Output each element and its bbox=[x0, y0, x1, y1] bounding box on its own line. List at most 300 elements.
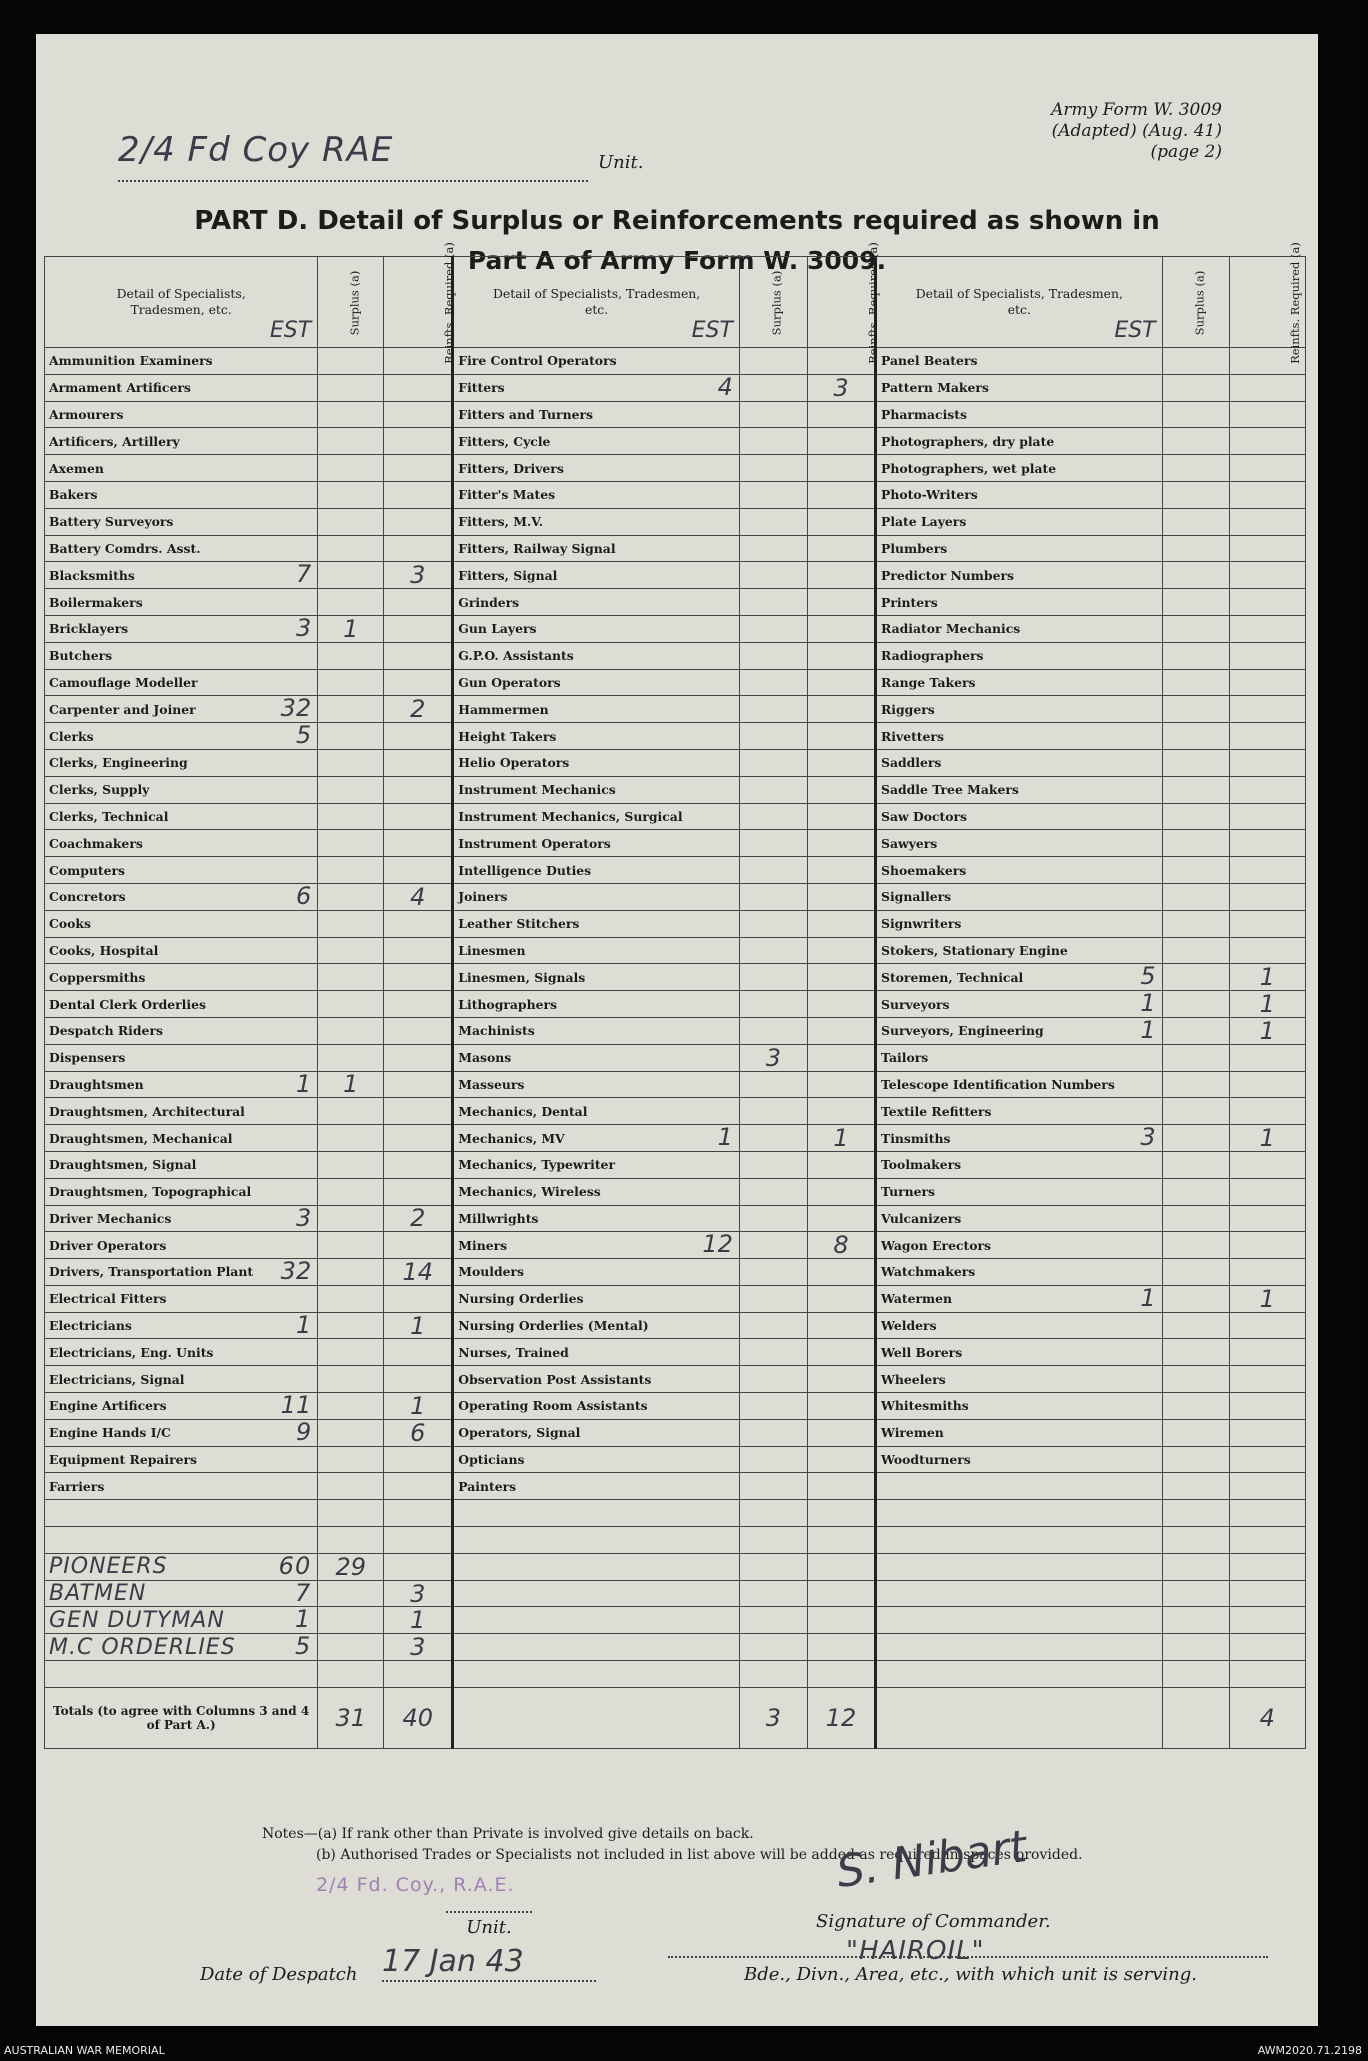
table-row bbox=[45, 1473, 1306, 1500]
specialist-name: Electricians bbox=[49, 1318, 132, 1334]
specialist-cell bbox=[876, 803, 1163, 830]
specialist-name: Draughtsmen bbox=[49, 1076, 144, 1092]
surplus-cell bbox=[1162, 749, 1229, 776]
specialist-cell bbox=[45, 1580, 318, 1607]
reinfts-cell bbox=[1229, 803, 1305, 830]
specialist-name: Joiners bbox=[458, 889, 508, 905]
reinfts-cell bbox=[1229, 1044, 1305, 1071]
specialist-cell bbox=[453, 1125, 740, 1152]
reinfts-cell bbox=[807, 615, 875, 642]
specialist-cell bbox=[876, 910, 1163, 937]
table-row bbox=[45, 883, 1306, 910]
surplus-cell bbox=[1162, 669, 1229, 696]
blank-cell bbox=[876, 1687, 1163, 1748]
specialist-name: Nursing Orderlies (Mental) bbox=[458, 1318, 649, 1334]
specialist-name: Photo-Writers bbox=[881, 487, 978, 503]
table-row bbox=[45, 749, 1306, 776]
specialist-name: Toolmakers bbox=[881, 1157, 962, 1173]
reinfts-cell bbox=[1229, 1339, 1305, 1366]
blank-cell bbox=[1162, 1553, 1229, 1580]
surplus-cell bbox=[739, 1178, 807, 1205]
blank-cell bbox=[739, 1580, 807, 1607]
est-value: 5 bbox=[1140, 962, 1156, 991]
specialist-name: Textile Refitters bbox=[881, 1103, 992, 1119]
surplus-cell bbox=[739, 1232, 807, 1259]
specialist-name: Leather Stitchers bbox=[458, 916, 580, 932]
specialist-name: Armament Artificers bbox=[49, 380, 191, 396]
specialist-name: Watchmakers bbox=[881, 1264, 976, 1280]
reinfts-cell bbox=[1229, 615, 1305, 642]
surplus-cell bbox=[1162, 455, 1229, 482]
reinfts-cell bbox=[1229, 1178, 1305, 1205]
est-value: 11 bbox=[280, 1391, 312, 1420]
specialists-table bbox=[44, 241, 1306, 1749]
specialist-cell bbox=[45, 615, 318, 642]
table-row bbox=[45, 1446, 1306, 1473]
reinfts-cell bbox=[384, 1446, 453, 1473]
reinfts-cell bbox=[384, 642, 453, 669]
specialist-cell bbox=[45, 1419, 318, 1446]
specialist-name: Millwrights bbox=[458, 1210, 539, 1226]
specialist-name: Concretors bbox=[49, 889, 126, 905]
unit-handwritten: 2/4 Fd Coy RAE bbox=[118, 130, 394, 170]
specialist-cell bbox=[453, 1446, 740, 1473]
specialist-cell bbox=[876, 1071, 1163, 1098]
surplus-cell bbox=[318, 1259, 384, 1286]
reinfts-cell bbox=[384, 857, 453, 884]
surplus-cell bbox=[1162, 830, 1229, 857]
reinfts-cell bbox=[384, 1473, 453, 1500]
est-value: 3 bbox=[295, 1203, 312, 1232]
reinfts-cell bbox=[1229, 1232, 1305, 1259]
table-row bbox=[45, 991, 1306, 1018]
specialist-name: Instrument Mechanics bbox=[458, 782, 616, 798]
surplus-cell bbox=[739, 910, 807, 937]
header-surplus-label: Surplus (a) bbox=[769, 270, 784, 335]
specialist-cell bbox=[876, 562, 1163, 589]
specialist-cell bbox=[45, 723, 318, 750]
reinfts-value: 1 bbox=[410, 1391, 426, 1420]
specialist-name: Well Borers bbox=[881, 1344, 963, 1360]
form-reference-line: Army Form W. 3009 bbox=[1051, 100, 1222, 120]
specialist-name: Hammermen bbox=[458, 701, 549, 717]
specialist-name: Shoemakers bbox=[881, 862, 967, 878]
specialist-name: Cooks bbox=[49, 916, 91, 932]
specialist-name: PIONEERS bbox=[49, 1554, 168, 1580]
reinfts-cell bbox=[384, 883, 453, 910]
specialist-cell bbox=[876, 1312, 1163, 1339]
specialist-name: Mechanics, MV bbox=[458, 1130, 565, 1146]
blank-cell bbox=[807, 1527, 875, 1554]
specialist-cell bbox=[876, 830, 1163, 857]
specialist-name: Painters bbox=[458, 1478, 517, 1494]
reinfts-cell bbox=[1229, 1419, 1305, 1446]
reinfts-cell bbox=[1229, 374, 1305, 401]
surplus-cell bbox=[1162, 589, 1229, 616]
specialist-name: Drivers, Transportation Plant bbox=[49, 1264, 254, 1280]
specialist-name: Telescope Identification Numbers bbox=[881, 1076, 1115, 1092]
reinfts-value: 8 bbox=[833, 1231, 849, 1260]
specialist-name: Electricians, Eng. Units bbox=[49, 1344, 214, 1360]
reinfts-cell bbox=[1229, 1393, 1305, 1420]
reinfts-cell bbox=[384, 776, 453, 803]
header-reinfts-label: Reinfts. Required (a) bbox=[865, 241, 880, 364]
reinfts-cell bbox=[384, 1366, 453, 1393]
reinfts-value: 1 bbox=[1259, 1284, 1275, 1313]
specialist-name: Butchers bbox=[49, 648, 113, 664]
specialist-cell bbox=[876, 455, 1163, 482]
surplus-cell bbox=[318, 1339, 384, 1366]
date-handwritten: 17 Jan 43 bbox=[382, 1944, 524, 1979]
specialist-cell bbox=[45, 964, 318, 991]
specialist-cell bbox=[453, 1098, 740, 1125]
specialist-cell bbox=[453, 1366, 740, 1393]
surplus-cell bbox=[318, 615, 384, 642]
specialist-name: Plumbers bbox=[881, 540, 948, 556]
blank-cell bbox=[1162, 1661, 1229, 1688]
reinfts-cell bbox=[807, 1232, 875, 1259]
specialist-cell bbox=[876, 1044, 1163, 1071]
reinfts-cell bbox=[384, 991, 453, 1018]
table-row bbox=[45, 348, 1306, 375]
surplus-cell bbox=[318, 1285, 384, 1312]
table-row bbox=[45, 1098, 1306, 1125]
specialist-cell bbox=[453, 615, 740, 642]
specialist-name: Sawyers bbox=[881, 835, 938, 851]
reinfts-cell bbox=[1229, 1312, 1305, 1339]
specialist-name: Operating Room Assistants bbox=[458, 1398, 648, 1414]
reinfts-cell bbox=[384, 508, 453, 535]
table-row bbox=[45, 910, 1306, 937]
blank-cell bbox=[1229, 1634, 1305, 1661]
surplus-cell bbox=[318, 964, 384, 991]
reinfts-cell bbox=[384, 1125, 453, 1152]
table-row bbox=[45, 669, 1306, 696]
blank-cell bbox=[876, 1527, 1163, 1554]
reinfts-cell bbox=[807, 991, 875, 1018]
specialist-cell bbox=[876, 937, 1163, 964]
blank-cell bbox=[807, 1661, 875, 1688]
specialist-name: Photographers, dry plate bbox=[881, 433, 1055, 449]
table-row bbox=[45, 696, 1306, 723]
header-surplus bbox=[739, 257, 807, 348]
reinfts-cell bbox=[807, 455, 875, 482]
surplus-cell bbox=[1162, 1125, 1229, 1152]
footer-right: AWM2020.71.2198 bbox=[1257, 2044, 1362, 2057]
totals-surplus: 3 bbox=[765, 1703, 782, 1732]
header-detail-label: Detail of Specialists, Tradesmen, etc. bbox=[116, 286, 246, 317]
reinfts-cell bbox=[384, 535, 453, 562]
page-title: PART D. Detail of Surplus or Reinforcements required as shown in bbox=[194, 206, 1160, 236]
header-est-handwritten: EST bbox=[269, 318, 312, 343]
surplus-cell bbox=[1162, 1339, 1229, 1366]
surplus-cell bbox=[318, 401, 384, 428]
est-value: 12 bbox=[702, 1230, 733, 1259]
surplus-cell bbox=[1162, 374, 1229, 401]
specialist-name: Surveyors bbox=[881, 996, 950, 1012]
extra-row bbox=[45, 1553, 1306, 1580]
specialist-cell bbox=[453, 723, 740, 750]
blank-cell bbox=[1162, 1500, 1229, 1527]
unit-stamp: 2/4 Fd. Coy., R.A.E. bbox=[316, 1874, 515, 1896]
specialist-cell bbox=[45, 1393, 318, 1420]
reinfts-cell bbox=[1229, 1285, 1305, 1312]
note-a: Notes—(a) If rank other than Private is involved give details on back. bbox=[262, 1826, 754, 1842]
surplus-cell bbox=[318, 696, 384, 723]
specialist-cell bbox=[45, 1312, 318, 1339]
specialist-cell bbox=[45, 1125, 318, 1152]
table-row bbox=[45, 830, 1306, 857]
surplus-cell bbox=[318, 1500, 384, 1527]
table-row bbox=[45, 535, 1306, 562]
surplus-cell bbox=[1162, 803, 1229, 830]
specialist-name: Observation Post Assistants bbox=[458, 1371, 652, 1387]
reinfts-cell bbox=[807, 723, 875, 750]
specialist-name: Storemen, Technical bbox=[881, 969, 1024, 985]
reinfts-cell bbox=[1229, 481, 1305, 508]
surplus-cell bbox=[739, 1419, 807, 1446]
specialist-name: Carpenter and Joiner bbox=[49, 701, 196, 717]
reinfts-cell bbox=[1229, 642, 1305, 669]
specialist-name: Nurses, Trained bbox=[458, 1344, 569, 1360]
blank-cell bbox=[453, 1607, 740, 1634]
surplus-cell bbox=[1162, 910, 1229, 937]
specialist-name: Pharmacists bbox=[881, 406, 967, 422]
surplus-cell bbox=[318, 830, 384, 857]
reinfts-cell bbox=[807, 1044, 875, 1071]
surplus-cell bbox=[318, 1527, 384, 1554]
reinfts-cell bbox=[384, 830, 453, 857]
specialist-name: Dental Clerk Orderlies bbox=[49, 996, 206, 1012]
reinfts-cell bbox=[807, 1366, 875, 1393]
specialist-name: GEN DUTYMAN bbox=[49, 1607, 225, 1633]
specialist-name: Photographers, wet plate bbox=[881, 460, 1057, 476]
surplus-cell bbox=[318, 562, 384, 589]
specialist-name: Fitters bbox=[458, 380, 505, 396]
table-row bbox=[45, 642, 1306, 669]
specialist-cell bbox=[45, 669, 318, 696]
blank-cell bbox=[1229, 1553, 1305, 1580]
extra-row bbox=[45, 1634, 1306, 1661]
reinfts-cell bbox=[384, 1634, 453, 1661]
specialist-name: Clerks, Supply bbox=[49, 782, 150, 798]
specialist-cell bbox=[45, 883, 318, 910]
reinfts-value: 1 bbox=[833, 1124, 849, 1152]
blank-cell bbox=[807, 1500, 875, 1527]
surplus-cell bbox=[1162, 1071, 1229, 1098]
specialist-name: Equipment Repairers bbox=[49, 1452, 198, 1468]
reinfts-cell bbox=[1229, 562, 1305, 589]
surplus-cell bbox=[318, 1071, 384, 1098]
reinfts-cell bbox=[807, 964, 875, 991]
est-value: 5 bbox=[294, 1632, 312, 1661]
reinfts-cell bbox=[807, 696, 875, 723]
commander-signature: S. Nibart bbox=[833, 1820, 1030, 1899]
specialist-name: Fitters, Signal bbox=[458, 567, 558, 583]
totals-reinfts: 4 bbox=[1259, 1703, 1275, 1732]
specialist-name: Fire Control Operators bbox=[458, 353, 617, 369]
surplus-cell bbox=[739, 1151, 807, 1178]
est-value: 5 bbox=[295, 721, 312, 750]
specialist-cell bbox=[453, 1285, 740, 1312]
header-surplus-label: Surplus (a) bbox=[1191, 270, 1206, 335]
blank-cell bbox=[453, 1580, 740, 1607]
blank-cell bbox=[739, 1500, 807, 1527]
est-value: 9 bbox=[295, 1417, 312, 1446]
reinfts-cell bbox=[384, 481, 453, 508]
surplus-cell bbox=[318, 1473, 384, 1500]
unit-field bbox=[118, 130, 588, 182]
surplus-cell bbox=[318, 428, 384, 455]
reinfts-cell bbox=[384, 615, 453, 642]
surplus-cell bbox=[318, 1634, 384, 1661]
specialist-cell bbox=[45, 1446, 318, 1473]
surplus-cell bbox=[1162, 937, 1229, 964]
specialist-cell bbox=[453, 910, 740, 937]
est-value: 1 bbox=[1140, 1015, 1156, 1044]
reinfts-cell bbox=[1229, 910, 1305, 937]
reinfts-cell bbox=[1229, 776, 1305, 803]
totals-row bbox=[45, 1687, 1306, 1748]
specialist-cell bbox=[453, 374, 740, 401]
surplus-cell bbox=[739, 749, 807, 776]
header-surplus-label: Surplus (a) bbox=[347, 270, 362, 335]
date-label: Date of Despatch bbox=[200, 1964, 358, 1985]
reinfts-cell bbox=[384, 964, 453, 991]
surplus-cell bbox=[318, 1017, 384, 1044]
specialist-name: Riggers bbox=[881, 701, 935, 717]
surplus-value: 1 bbox=[343, 1070, 359, 1099]
reinfts-cell bbox=[807, 1259, 875, 1286]
specialist-name: Masons bbox=[458, 1050, 512, 1066]
reinfts-cell bbox=[384, 1232, 453, 1259]
reinfts-cell bbox=[384, 562, 453, 589]
surplus-cell bbox=[318, 374, 384, 401]
reinfts-value: 1 bbox=[410, 1311, 426, 1340]
surplus-cell bbox=[739, 589, 807, 616]
surplus-cell bbox=[739, 696, 807, 723]
header-surplus bbox=[1162, 257, 1229, 348]
surplus-cell bbox=[1162, 1473, 1229, 1500]
specialist-cell bbox=[876, 642, 1163, 669]
table-header-row bbox=[45, 257, 1306, 348]
reinfts-cell bbox=[807, 1205, 875, 1232]
reinfts-cell bbox=[384, 1285, 453, 1312]
specialist-name: Mechanics, Dental bbox=[458, 1103, 588, 1119]
surplus-cell bbox=[739, 1259, 807, 1286]
specialist-cell bbox=[876, 348, 1163, 375]
specialist-name: Welders bbox=[881, 1318, 937, 1334]
reinfts-cell bbox=[384, 1339, 453, 1366]
surplus-cell bbox=[739, 1125, 807, 1152]
specialist-cell bbox=[876, 991, 1163, 1018]
header-reinfts bbox=[384, 241, 457, 364]
reinfts-cell bbox=[384, 669, 453, 696]
reinfts-cell bbox=[384, 723, 453, 750]
specialist-cell bbox=[876, 1446, 1163, 1473]
reinfts-cell bbox=[807, 1017, 875, 1044]
specialist-name: Signwriters bbox=[881, 916, 962, 932]
surplus-cell bbox=[1162, 1017, 1229, 1044]
reinfts-cell bbox=[1229, 1366, 1305, 1393]
reinfts-cell bbox=[1229, 723, 1305, 750]
reinfts-cell bbox=[384, 910, 453, 937]
specialist-name: Whitesmiths bbox=[881, 1398, 969, 1414]
est-value: 60 bbox=[278, 1551, 312, 1580]
surplus-cell bbox=[739, 481, 807, 508]
reinfts-cell bbox=[1229, 964, 1305, 991]
specialist-cell bbox=[45, 1178, 318, 1205]
specialist-cell bbox=[876, 535, 1163, 562]
surplus-cell bbox=[318, 481, 384, 508]
specialist-name: Moulders bbox=[458, 1264, 525, 1280]
specialist-cell bbox=[45, 401, 318, 428]
specialist-cell bbox=[876, 1205, 1163, 1232]
specialist-name: Fitters, Drivers bbox=[458, 460, 564, 476]
specialist-cell bbox=[876, 669, 1163, 696]
reinfts-cell bbox=[384, 1500, 453, 1527]
reinfts-value: 1 bbox=[1259, 963, 1275, 992]
reinfts-value: 14 bbox=[402, 1257, 434, 1286]
specialist-cell bbox=[876, 1393, 1163, 1420]
surplus-cell bbox=[318, 910, 384, 937]
est-value: 7 bbox=[295, 560, 312, 589]
table-row bbox=[45, 1017, 1306, 1044]
surplus-cell bbox=[318, 1419, 384, 1446]
reinfts-cell bbox=[807, 1178, 875, 1205]
reinfts-cell bbox=[807, 749, 875, 776]
reinfts-cell bbox=[807, 803, 875, 830]
specialist-cell bbox=[876, 615, 1163, 642]
header-detail-label: Detail of Specialists, Tradesmen, etc. bbox=[492, 286, 701, 317]
specialist-name: Blacksmiths bbox=[49, 567, 135, 583]
specialist-cell bbox=[45, 562, 318, 589]
surplus-cell bbox=[318, 749, 384, 776]
reinfts-cell bbox=[1229, 428, 1305, 455]
reinfts-cell bbox=[384, 1580, 453, 1607]
specialist-name: Fitters, Cycle bbox=[458, 433, 551, 449]
specialist-cell bbox=[453, 1205, 740, 1232]
specialist-name: Driver Operators bbox=[49, 1237, 167, 1253]
surplus-cell bbox=[1162, 857, 1229, 884]
specialist-cell bbox=[45, 481, 318, 508]
surplus-cell bbox=[739, 428, 807, 455]
specialist-name: Computers bbox=[49, 862, 126, 878]
reinfts-value: 4 bbox=[410, 882, 426, 911]
reinfts-cell bbox=[807, 1419, 875, 1446]
specialist-cell bbox=[453, 1419, 740, 1446]
surplus-cell bbox=[318, 535, 384, 562]
page-subtitle: Part A of Army Form W. 3009. bbox=[467, 246, 887, 275]
specialist-cell bbox=[453, 1339, 740, 1366]
specialist-name: Wiremen bbox=[881, 1425, 944, 1441]
specialist-cell bbox=[453, 696, 740, 723]
surplus-cell bbox=[1162, 883, 1229, 910]
specialist-name: Despatch Riders bbox=[49, 1023, 163, 1039]
reinfts-cell bbox=[807, 1393, 875, 1420]
specialist-cell bbox=[453, 830, 740, 857]
specialist-cell bbox=[876, 1473, 1163, 1500]
surplus-cell bbox=[1162, 1205, 1229, 1232]
table-row bbox=[45, 481, 1306, 508]
blank-cell bbox=[453, 1687, 740, 1748]
reinfts-cell bbox=[807, 535, 875, 562]
specialist-cell bbox=[453, 1071, 740, 1098]
specialist-cell bbox=[453, 562, 740, 589]
specialist-cell bbox=[876, 1017, 1163, 1044]
signature-caption: Signature of Commander. bbox=[816, 1911, 1051, 1932]
reinfts-cell bbox=[384, 1178, 453, 1205]
